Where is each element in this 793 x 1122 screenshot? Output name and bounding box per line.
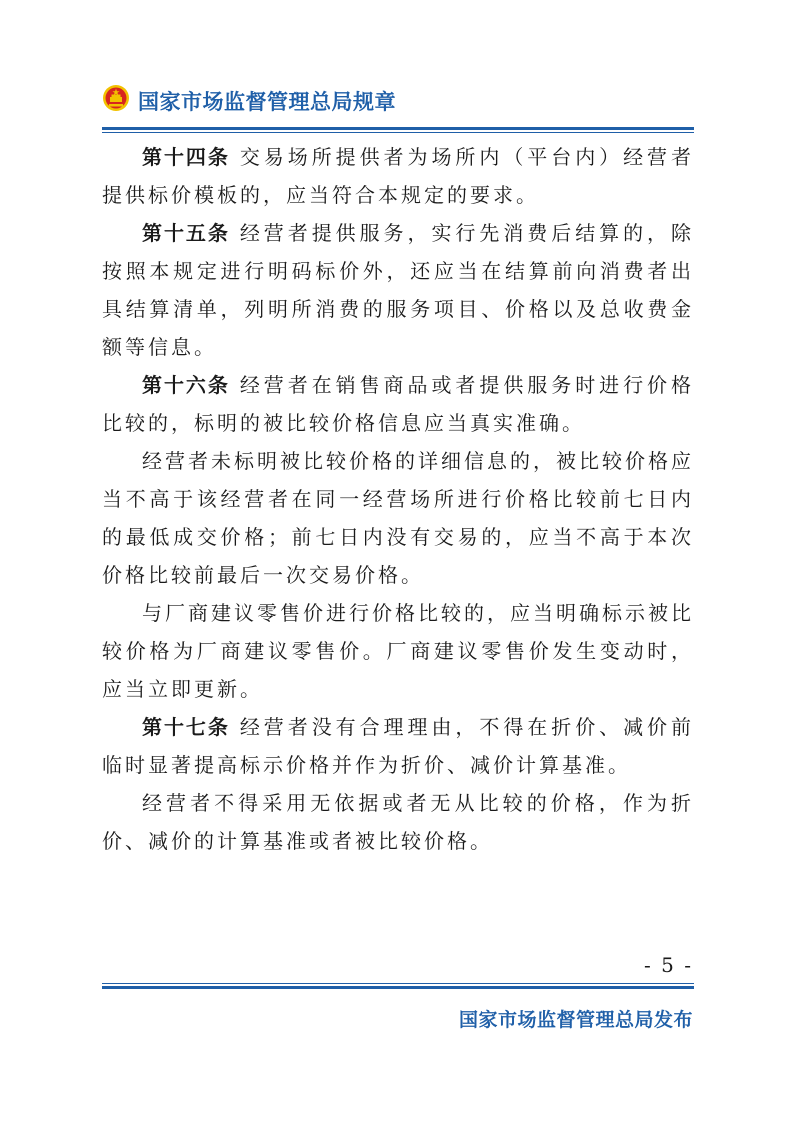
header-rule-thick bbox=[102, 127, 694, 130]
paragraph-article-17 bbox=[102, 708, 694, 784]
article-number: 第十四条 bbox=[142, 145, 230, 169]
national-emblem-icon bbox=[102, 84, 130, 112]
paragraph-text: 与厂商建议零售价进行价格比较的，应当明确标示被比较价格为厂商建议零售价。厂商建议零售价发生变动时，应当立即更新。 bbox=[102, 601, 694, 701]
paragraph-article-15 bbox=[102, 214, 694, 366]
paragraph-text: 经营者未标明被比较价格的详细信息的，被比较价格应当不高于该经营者在同一经营场所进行价格比较前七日内的最低成交价格；前七日内没有交易的，应当不高于本次价格比较前最后一次交易价格。 bbox=[102, 449, 694, 587]
regulation-body bbox=[102, 138, 694, 860]
paragraph-text: 经营者不得采用无依据或者无从比较的价格，作为折价、减价的计算基准或者被比较价格。 bbox=[102, 791, 694, 853]
footer-rule-thick bbox=[102, 986, 694, 989]
page-header bbox=[102, 84, 694, 124]
paragraph-article-16-clause-2 bbox=[102, 442, 694, 594]
paragraph-article-16 bbox=[102, 366, 694, 442]
footer-rule-thin bbox=[102, 983, 694, 984]
footer-publisher: 国家市场监督管理总局发布 bbox=[458, 1009, 693, 1031]
article-number: 第十六条 bbox=[142, 373, 230, 397]
paragraph-text: 经营者提供服务，实行先消费后结算的，除按照本规定进行明码标价外，还应当在结算前向消费者出具结算清单，列明所消费的服务项目、价格以及总收费金额等信息。 bbox=[102, 221, 695, 359]
header-rule-thin bbox=[102, 132, 694, 133]
paragraph-text: 经营者在销售商品或者提供服务时进行价格比较的，标明的被比较价格信息应当真实准确。 bbox=[102, 373, 695, 435]
article-number: 第十五条 bbox=[142, 221, 230, 245]
paragraph-article-17-clause-2 bbox=[102, 784, 694, 860]
paragraph-article-16-clause-3 bbox=[102, 594, 694, 708]
paragraph-text: 交易场所提供者为场所内（平台内）经营者提供标价模板的，应当符合本规定的要求。 bbox=[102, 145, 695, 207]
article-number: 第十七条 bbox=[142, 715, 230, 739]
paragraph-text: 经营者没有合理理由，不得在折价、减价前临时显著提高标示价格并作为折价、减价计算基准。 bbox=[102, 715, 695, 777]
header-title: 国家市场监督管理总局规章 bbox=[138, 90, 396, 114]
page-number: - 5 - bbox=[644, 953, 693, 977]
paragraph-article-14 bbox=[102, 138, 694, 214]
